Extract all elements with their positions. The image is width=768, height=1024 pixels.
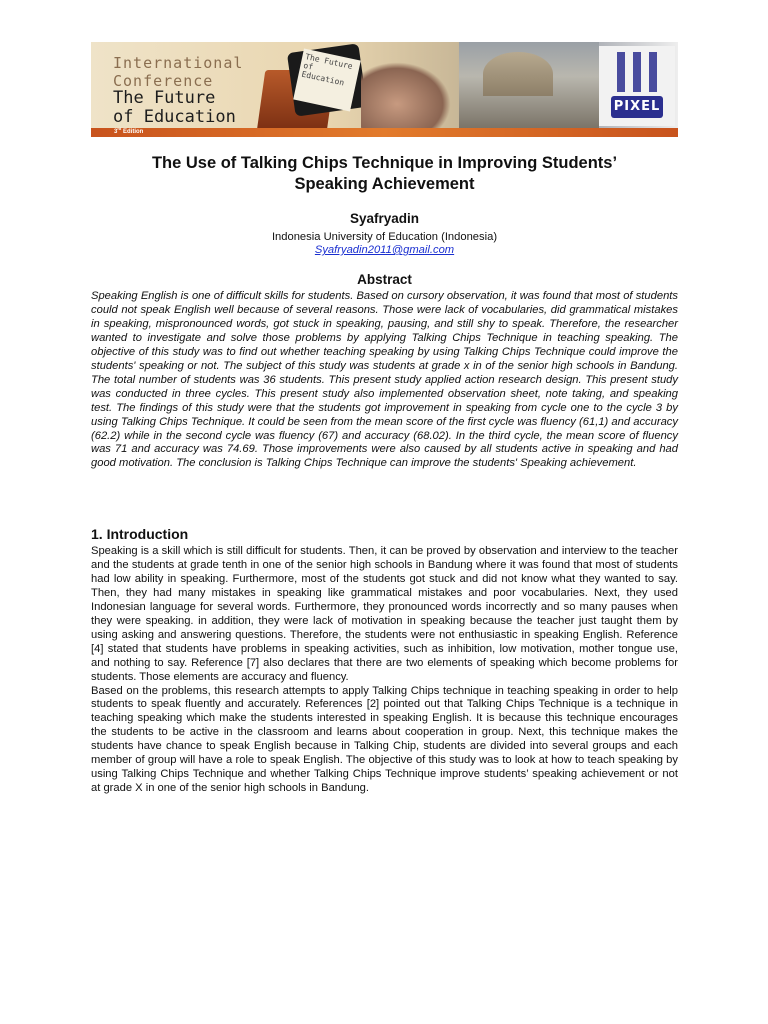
author-affiliation: Indonesia University of Education (Indonesia) xyxy=(271,231,498,243)
cathedral-dome-image xyxy=(483,52,553,96)
pixel-logo-mark xyxy=(617,52,657,92)
paper-title xyxy=(91,153,678,195)
pixel-logo-text: PIXEL xyxy=(611,96,663,118)
banner-line-international: International xyxy=(113,54,244,72)
banner-line-future: The Future xyxy=(113,88,216,108)
tablet-image xyxy=(287,43,367,116)
author-email-link[interactable]: Syafryadin2011@gmail.com xyxy=(314,244,455,256)
abstract-body: Speaking English is one of difficult skills for students. Based on cursory observation, it was found that most of students could not speak English well because of several reasons. Those were lack of vocabularies, did grammatical mistakes in speaking, mispronounced words, got stuck in speaking, pausing, and still shy to speak. Therefore, the researcher wanted to investigate and solve those problems by applying Talking Chips Technique in teaching speaking. The objective of this study was to find out whether teaching speaking by using Talking Chips Technique could improve the students' speaking or not. The subject of this study was students at grade x in of the senior high schools in Bandung. The total number of students was 36 students. This present study applied action research design. This present study was conducted in three cycles. This present study also implemented observation sheet, note taking, and speaking test. The findings of this study were that the students got improvement in speaking from cycle one to the cycle 3 by using Talking Chips Technique. It could be seen from the mean score of the first cycle was fluency (61,1) and accuracy (62.2) while in the second cycle was fluency (67) and accuracy (68.02). In the third cycle, the mean score of fluency was 71 and accuracy was 74.69. Those improvements were also caused by all students active in speaking and had good motivation. The conclusion is Talking Chips Technique can improve the students' Speaking achievement. xyxy=(91,290,678,470)
banner-title-main xyxy=(113,89,236,127)
introduction-heading: 1. Introduction xyxy=(91,526,189,542)
intro-paragraph-1: Speaking is a skill which is still difficult for students. Then, it can be proved by observation and interview to the teacher and the students at grade tenth in one of the senior high schools in Bandung where it was found that most of students had low ability in speaking. Furthermore, most of the students got stuck and did not know what they wanted to say. Then, they had many mistakes in speaking like grammatical mistakes and poor vocabularies. Next, they used Indonesian language for several words. Furthermore, they pronounced words incorrectly and so many pauses when they were speaking. in addition, they were lack of motivation in speaking because the teacher just taught them by using asking and answering questions. Therefore, the students were not enthusiastic in speaking English. Reference [4] stated that students have problems in speaking activities, such as inhibition, low motivation, mother tongue use, and nothing to say. Reference [7] also declares that there are two elements of speaking which become problems for students. Those elements are accuracy and fluency. xyxy=(91,545,678,683)
banner-line-education: of Education xyxy=(113,107,236,127)
edition-label: 3rd Edition xyxy=(114,126,144,135)
banner-line-conference: Conference xyxy=(113,72,214,90)
paper-title-line-1: The Use of Talking Chips Technique in Improving Students’ xyxy=(151,154,618,172)
introduction-body xyxy=(91,545,678,796)
author-name: Syafryadin xyxy=(349,211,420,226)
hand-image xyxy=(361,62,451,132)
banner-title-top xyxy=(113,54,243,90)
paper-title-line-2: Speaking Achievement xyxy=(294,175,475,193)
banner-orange-bar xyxy=(91,128,678,137)
pixel-logo xyxy=(599,46,675,126)
conference-banner xyxy=(91,42,678,137)
tablet-screen-text: The Future of Education xyxy=(293,49,361,112)
intro-paragraph-2: Based on the problems, this research attempts to apply Talking Chips technique in teaching speaking in order to help students to speak fluently and accurately. References [2] pointed out that Talking Chips Technique is a technique in teaching speaking which make the students interested in speaking English. It is because this technique encourages the students to be active in the classroom and learns about cooperation in group. Next, this technique makes the students have chance to speak English because in Talking Chip, students are divided into several groups and each member of group will have a role to speak English. The objective of this study was to look at how to teach speaking by using Talking Chips Technique and whether Talking Chips Technique improve students’ speaking achievement or not at grade X in one of the senior high schools in Bandung. xyxy=(91,684,678,795)
abstract-heading: Abstract xyxy=(357,272,412,287)
